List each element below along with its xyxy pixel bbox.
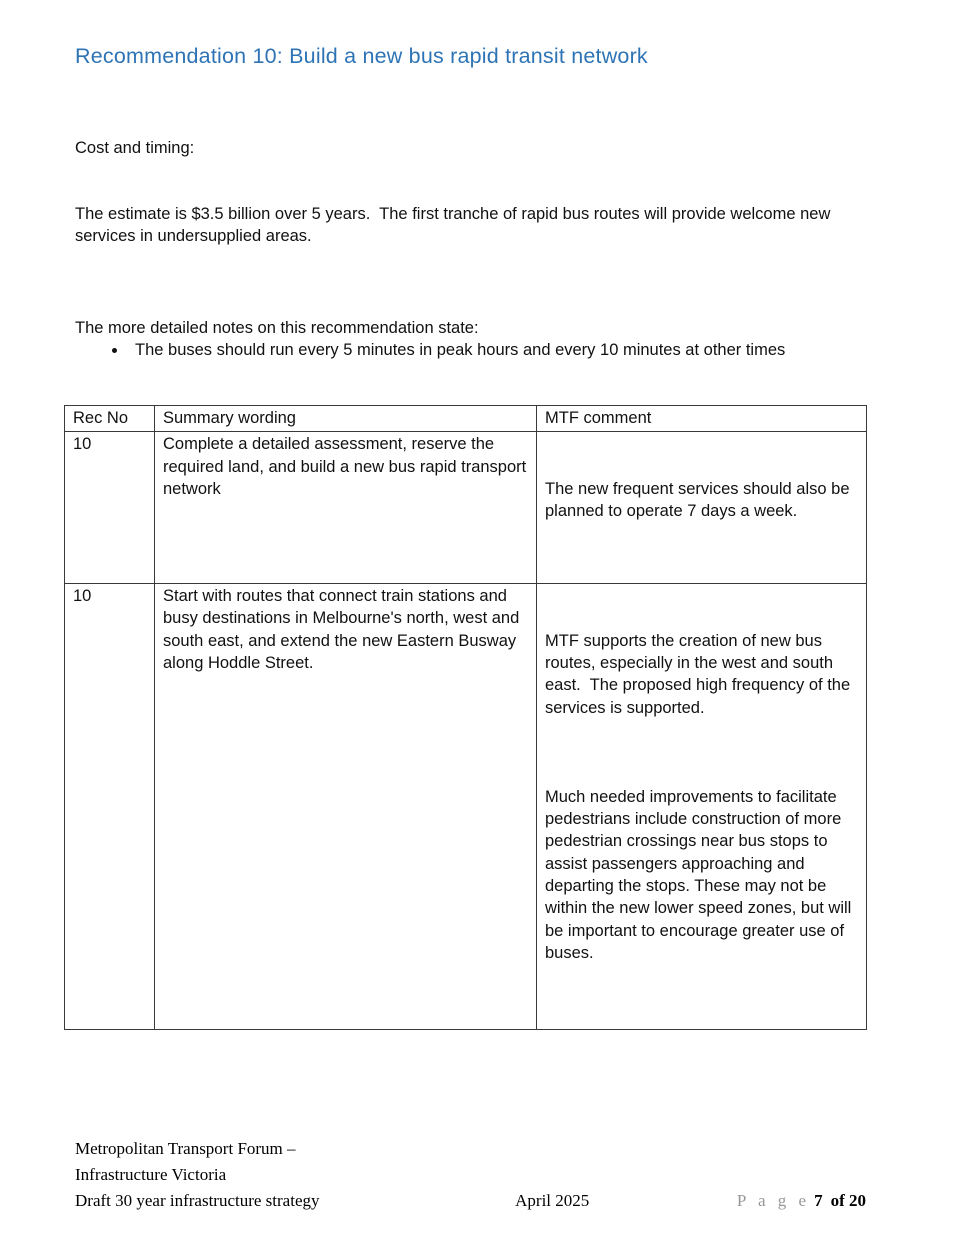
cost-text: The estimate is $3.5 billion over 5 years. The first tranche of rapid bus routes will provide welcome new services in undersupplied areas. <box>75 205 835 245</box>
cell-comment <box>537 432 867 584</box>
table-header-comment: MTF comment <box>537 406 867 432</box>
footer-date: April 2025 <box>515 1191 590 1210</box>
notes-intro-paragraph: The more detailed notes on this recommendation state: <box>75 319 479 337</box>
footer-page-indicator <box>737 1188 866 1214</box>
recommendations-table <box>64 405 867 1030</box>
comment-paragraph: The new frequent services should also be planned to operate 7 days a week. <box>545 479 855 521</box>
page-footer <box>75 1136 866 1214</box>
footer-page-number: 7 <box>814 1191 823 1210</box>
footer-page-total: of 20 <box>830 1191 866 1210</box>
cost-and-timing-paragraph <box>75 93 875 291</box>
cell-comment <box>537 584 867 1030</box>
table-header-row <box>65 406 867 432</box>
notes-bullet-list <box>75 339 875 361</box>
page-title: Recommendation 10: Build a new bus rapid transit network <box>75 44 648 68</box>
footer-doc-title: Draft 30 year infrastructure strategy <box>75 1191 320 1210</box>
footer-org-line2: Infrastructure Victoria <box>75 1165 227 1184</box>
cost-label: Cost and timing: <box>75 139 195 157</box>
comment-paragraph: MTF supports the creation of new bus routes, especially in the west and south east. The proposed high frequency of the services is supported. <box>545 631 855 717</box>
cell-summary: Start with routes that connect train stations and busy destinations in Melbourne's north, west and south east, and extend the new Eastern Busway along Hoddle Street. <box>155 584 537 1030</box>
bullet-item: • The buses should run every 5 minutes in peak hours and every 10 minutes at other times <box>128 339 833 361</box>
comment-paragraph: Much needed improvements to facilitate pedestrians include construction of more pedestrian crossings near bus stops to assist passengers approaching and departing the stops. These may not be within the new lower speed zones, but will be important to encourage greater use of buses. <box>545 787 856 962</box>
cell-rec-no: 10 <box>65 584 155 1030</box>
table-row <box>65 584 867 1030</box>
footer-page-word: P a g e <box>736 1191 811 1210</box>
cell-rec-no: 10 <box>65 432 155 584</box>
table-header-summary: Summary wording <box>155 406 537 432</box>
table-row <box>65 432 867 584</box>
footer-org-line1: Metropolitan Transport Forum – <box>75 1139 296 1158</box>
footer-bottom-line <box>75 1188 866 1214</box>
cell-summary: Complete a detailed assessment, reserve the required land, and build a new bus rapid transport network <box>155 432 537 584</box>
table-header-rec-no: Rec No <box>65 406 155 432</box>
